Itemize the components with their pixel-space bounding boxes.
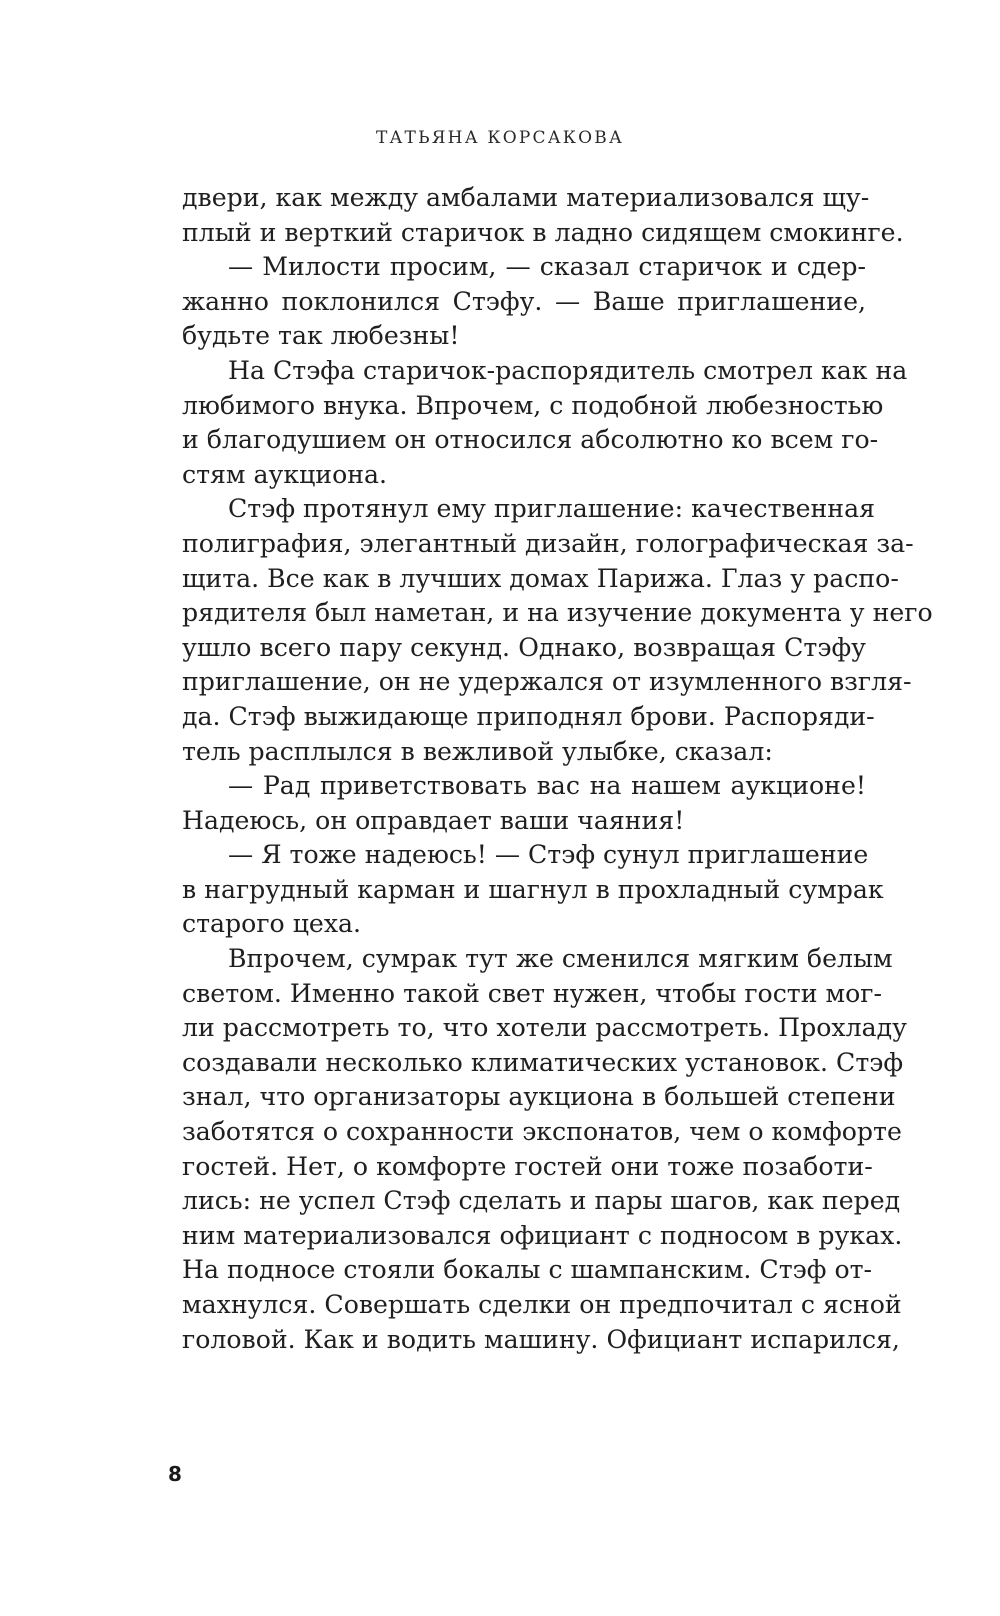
- text-line: плый и верткий старичок в ладно сидящем смокинге.: [182, 217, 904, 247]
- text-line: стям аукциона.: [182, 459, 388, 489]
- text-line: рядителя был наметан, и на изучение документа у него: [182, 598, 933, 628]
- text-line: ли рассмотреть то, что хотели рассмотреть. Прохладу: [182, 1013, 907, 1043]
- text-line: Стэф протянул ему приглашение: качественная: [228, 494, 876, 524]
- text-line: щита. Все как в лучших домах Парижа. Глаз у распо-: [182, 563, 899, 593]
- text-line: будьте так любезны!: [182, 321, 460, 351]
- text-line: ушло всего пару секунд. Однако, возвращая Стэфу: [182, 632, 866, 662]
- text-line: — Милости просим, — сказал старичок и сдер-: [228, 252, 866, 282]
- text-line: Надеюсь, он оправдает ваши чаяния!: [182, 805, 685, 835]
- text-line: двери, как между амбалами материализовался щу-: [182, 183, 870, 212]
- text-line: и благодушием он относился абсолютно ко всем го-: [182, 425, 879, 455]
- text-line: приглашение, он не удержался от изумленного взгля-: [182, 667, 912, 697]
- text-line: светом. Именно такой свет нужен, чтобы гости мог-: [182, 978, 882, 1008]
- text-line: — Рад приветствовать вас на нашем аукционе!: [228, 771, 866, 801]
- text-line: в нагрудный карман и шагнул в прохладный сумрак: [182, 874, 884, 904]
- text-line: махнулся. Совершать сделки он предпочитал с ясной: [182, 1290, 902, 1319]
- text-line: гостей. Нет, о комфорте гостей они тоже позаботи-: [182, 1151, 873, 1181]
- text-line: создавали несколько климатических установок. Стэф: [182, 1047, 904, 1077]
- page-number: 8: [168, 1462, 182, 1486]
- text-line: головой. Как и водить машину. Официант испарился,: [182, 1324, 900, 1354]
- text-line: — Я тоже надеюсь! — Стэф сунул приглашение: [228, 840, 869, 870]
- text-line: На подносе стояли бокалы с шампанским. Стэф от-: [182, 1255, 873, 1285]
- text-line: да. Стэф выжидающе приподнял брови. Распоряди-: [182, 701, 875, 731]
- text-line: любимого внука. Впрочем, с подобной любезностью: [182, 390, 884, 420]
- text-line: Впрочем, сумрак тут же сменился мягким белым: [228, 944, 893, 974]
- body-text: [182, 181, 933, 1357]
- text-line: ним материализовался официант с подносом в руках.: [182, 1220, 903, 1250]
- text-line: заботятся о сохранности экспонатов, чем о комфорте: [182, 1117, 902, 1147]
- text-line: знал, что организаторы аукциона в большей степени: [182, 1082, 896, 1112]
- text-line: лись: не успел Стэф сделать и пары шагов, как перед: [182, 1186, 901, 1216]
- running-head: ТАТЬЯНА КОРСАКОВА: [375, 128, 625, 148]
- text-line: старого цеха.: [182, 909, 362, 939]
- text-line: На Стэфа старичок-распорядитель смотрел как на: [228, 355, 908, 385]
- text-line: полиграфия, элегантный дизайн, голографическая за-: [182, 528, 914, 558]
- text-line: жанно поклонился Стэфу. — Ваше приглашение,: [182, 286, 866, 316]
- text-line: тель расплылся в вежливой улыбке, сказал:: [182, 736, 773, 766]
